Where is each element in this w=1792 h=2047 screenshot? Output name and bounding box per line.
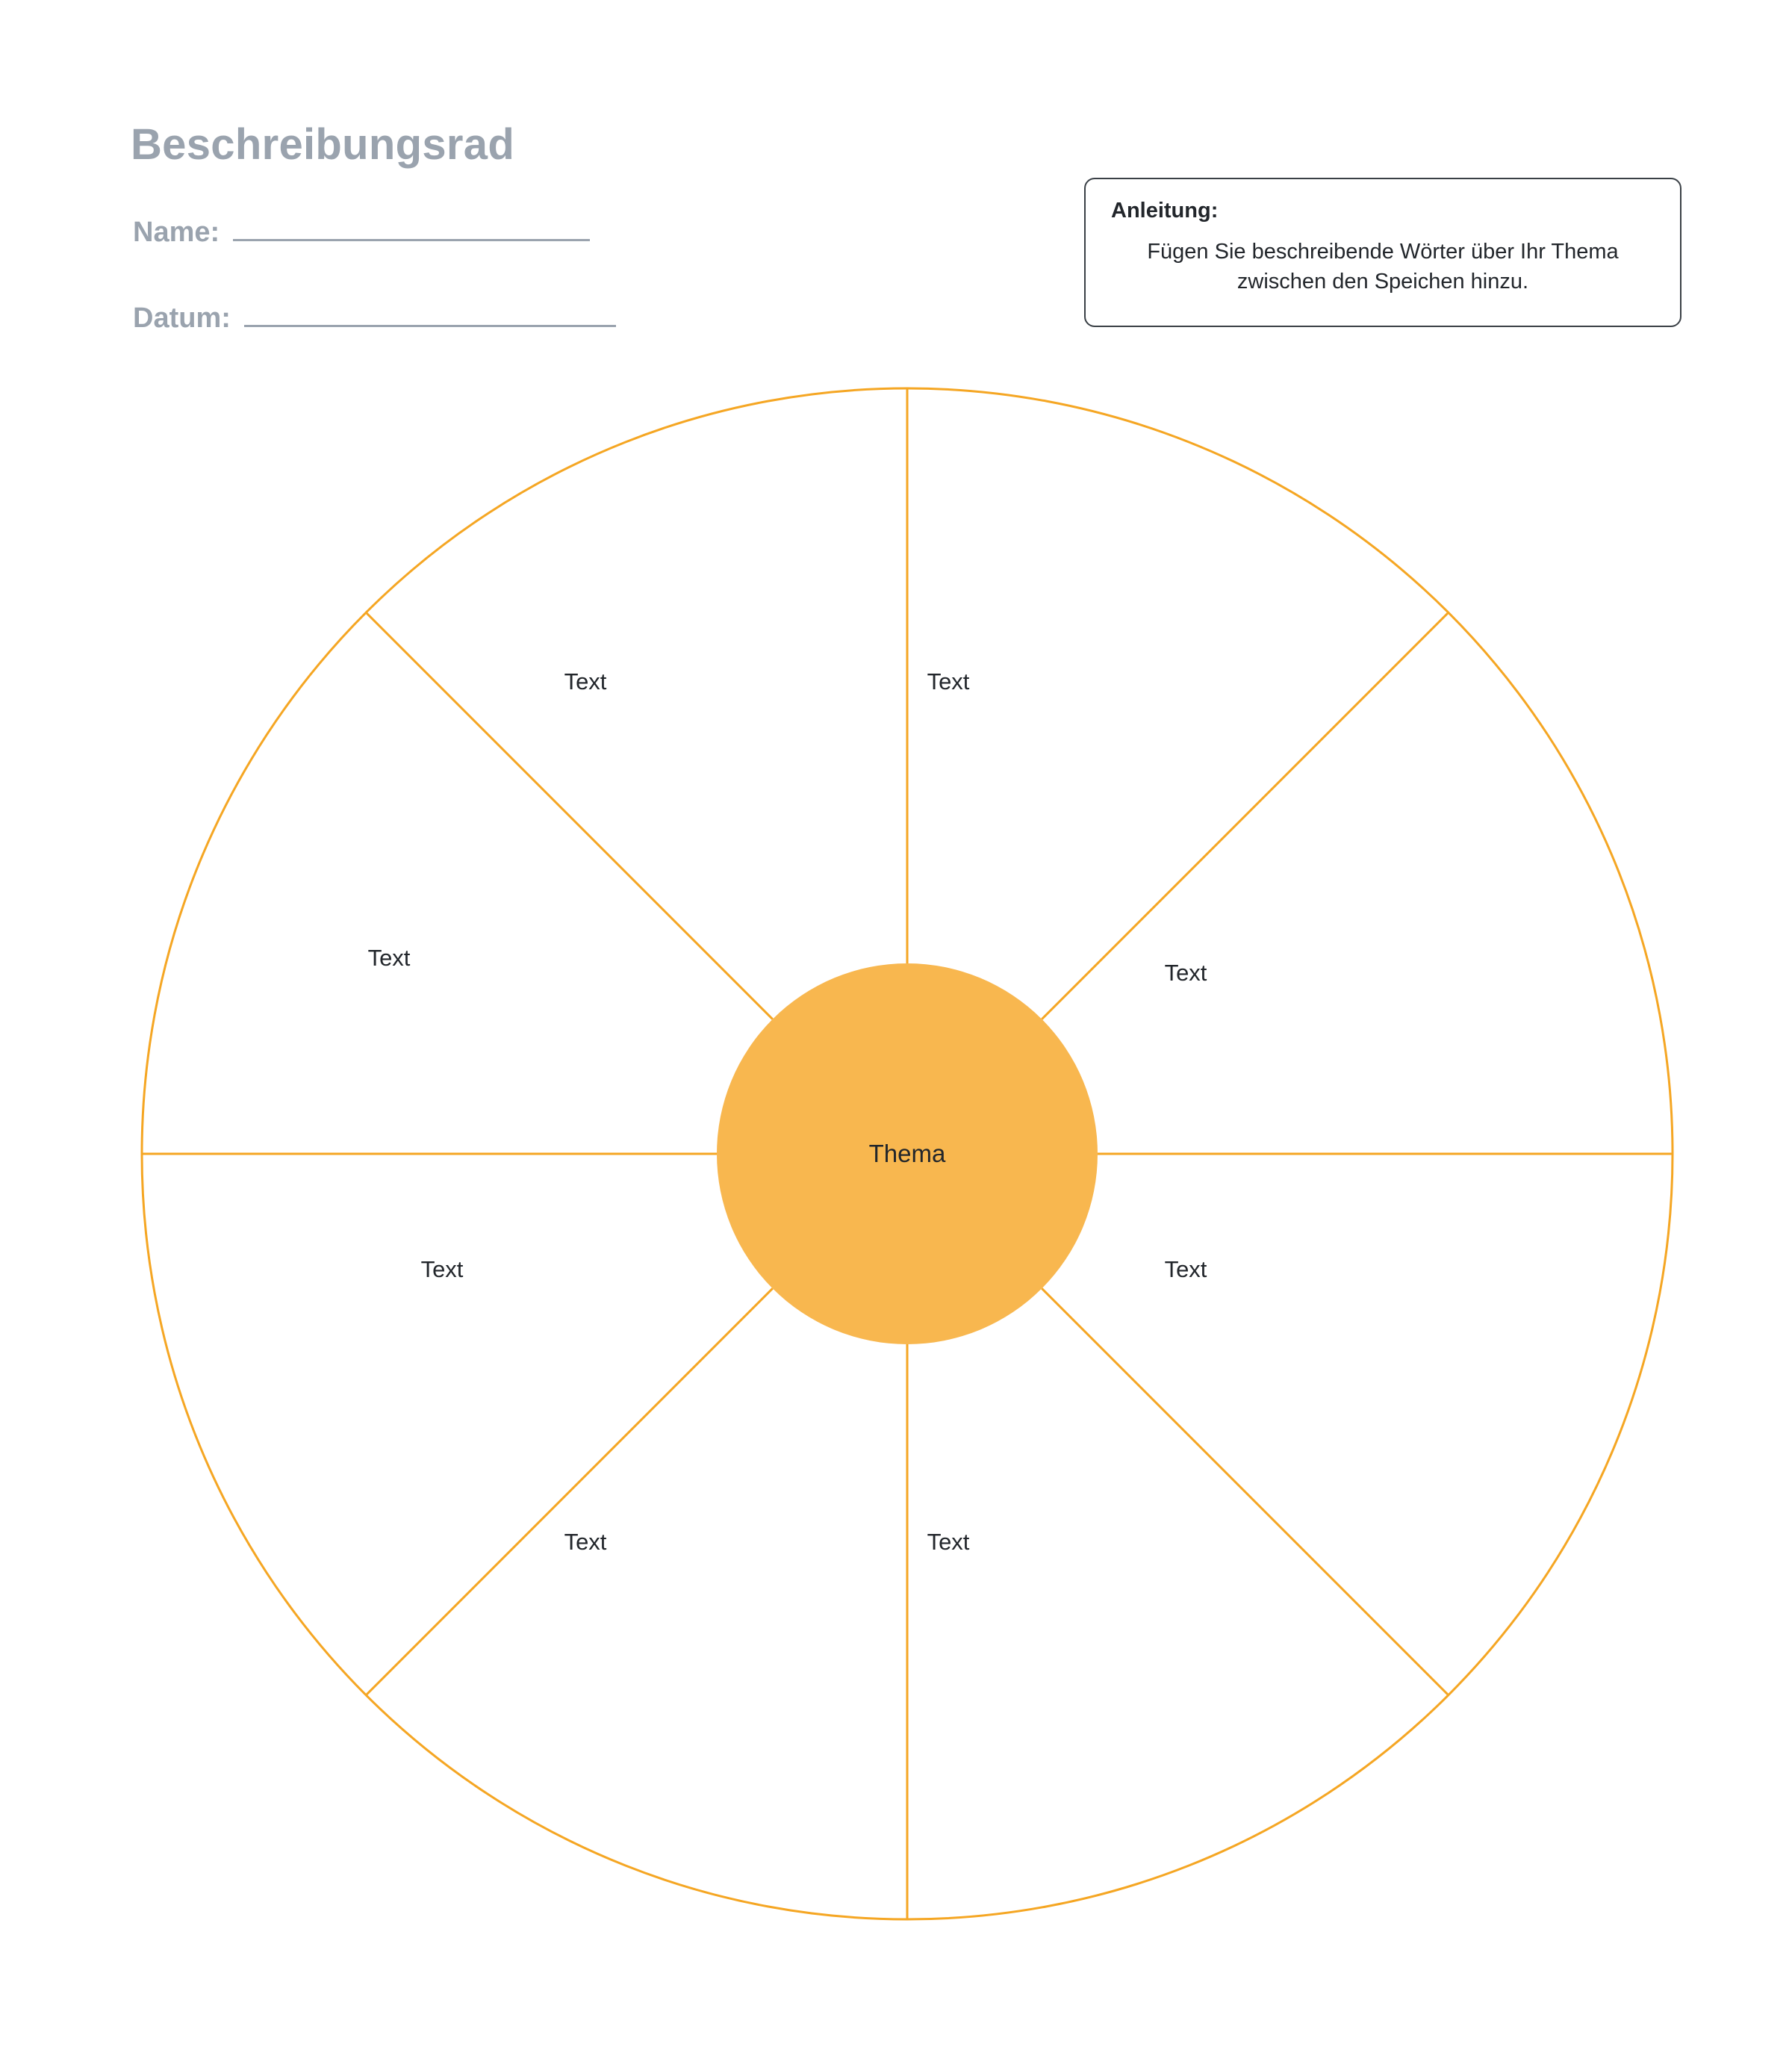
- wheel-segment-label-7[interactable]: Text: [420, 1256, 464, 1282]
- wheel-segment-label-5[interactable]: Text: [927, 1529, 970, 1555]
- wheel-segment-label-2[interactable]: Text: [927, 668, 970, 695]
- name-input-line[interactable]: [233, 239, 590, 241]
- date-input-line[interactable]: [244, 325, 616, 327]
- name-field-row: [133, 217, 590, 249]
- instruction-body: Fügen Sie beschreibende Wörter über Ihr Thema zwischen den Speichen hinzu.: [1147, 240, 1619, 294]
- page-title: Beschreibungsrad: [131, 120, 515, 169]
- instruction-title: Anleitung:: [1111, 199, 1219, 223]
- wheel-segment-label-1[interactable]: Text: [564, 668, 607, 695]
- description-wheel: [134, 381, 1680, 1927]
- date-label: Datum:: [133, 302, 231, 334]
- wheel-segment-label-4[interactable]: Text: [1164, 1256, 1207, 1282]
- date-field-row: [133, 302, 616, 335]
- name-label: Name:: [133, 217, 220, 248]
- wheel-segment-label-3[interactable]: Text: [1164, 960, 1207, 986]
- instruction-box: [1084, 178, 1681, 327]
- wheel-segment-label-8[interactable]: Text: [367, 945, 411, 971]
- wheel-center-label[interactable]: Thema: [868, 1140, 946, 1167]
- wheel-segment-label-6[interactable]: Text: [564, 1529, 607, 1555]
